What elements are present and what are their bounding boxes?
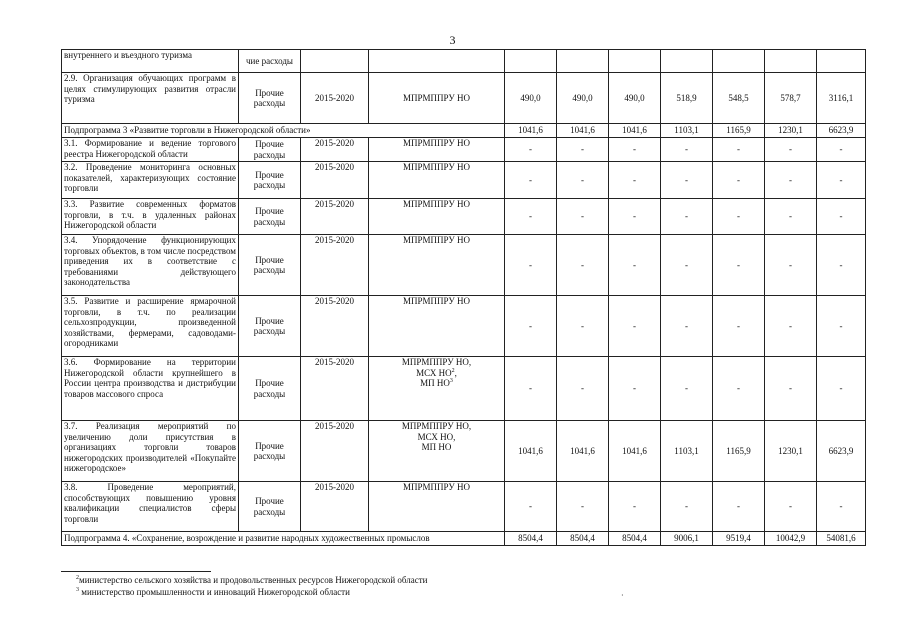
value-cell: - xyxy=(713,357,765,421)
footnote-separator xyxy=(61,571,211,572)
activity-description: 3.4. Упорядочение функционирующих торговых объектов, в том числе посредством приведения их в соответствие с требованиями действующего законодательства xyxy=(62,235,239,296)
footnote-ref: 3 xyxy=(449,378,453,384)
table-row xyxy=(62,296,866,357)
executor-line xyxy=(371,378,502,389)
funding-source: чие расходы xyxy=(239,50,301,73)
table-row xyxy=(62,482,866,532)
table-row xyxy=(62,50,866,73)
value-cell: - xyxy=(765,199,817,235)
value-cell: 490,0 xyxy=(557,73,609,124)
value-cell: - xyxy=(765,162,817,199)
activity-description: 3.7. Реализация мероприятий по увеличению доли присутствия в организациях торговли товаров нижегородских производителей «Покупайте нижегородское» xyxy=(62,421,239,482)
period: 2015-2020 xyxy=(301,235,369,296)
footnote xyxy=(76,587,350,597)
value-cell: - xyxy=(817,199,866,235)
value-cell: - xyxy=(817,296,866,357)
funding-source: Прочие расходы xyxy=(239,235,301,296)
activity-description: 3.1. Формирование и ведение торгового реестра Нижегородской области xyxy=(62,138,239,162)
value-cell: - xyxy=(713,296,765,357)
funding-source: Прочие расходы xyxy=(239,162,301,199)
table-row xyxy=(62,357,866,421)
executor-line: МСХ $НО^2$, xyxy=(416,367,457,378)
activity-description: 3.6. Формирование на территории Нижегородской области крупнейшего в России центра производства и дистрибуции товаров массового спроса xyxy=(62,357,239,421)
value-cell: 6623,9 xyxy=(817,124,866,138)
table-row xyxy=(62,138,866,162)
table-row xyxy=(62,162,866,199)
value-cell: - xyxy=(505,138,557,162)
footnote-text: министерство промышленности и инноваций Нижегородской области xyxy=(81,587,350,597)
activity-description: 3.2. Проведение мониторинга основных показателей, характеризующих состояние торговли xyxy=(62,162,239,199)
value-cell: - xyxy=(817,357,866,421)
subprogram-row xyxy=(62,532,866,546)
executor xyxy=(369,357,505,421)
value-cell: - xyxy=(557,296,609,357)
value-cell: 1041,6 xyxy=(505,421,557,482)
executor-line: МПРМППРУ НО, xyxy=(401,421,472,431)
value-cell: - xyxy=(765,235,817,296)
value-cell: - xyxy=(505,199,557,235)
value-cell: - xyxy=(661,199,713,235)
value-cell: 1041,6 xyxy=(557,124,609,138)
value-cell: - xyxy=(817,162,866,199)
funding-source: Прочие расходы xyxy=(239,73,301,124)
executor-line: МП НО xyxy=(421,442,452,452)
footnote-ref: 2 xyxy=(451,367,455,374)
value-cell: - xyxy=(609,357,661,421)
value-cell: 1041,6 xyxy=(609,421,661,482)
value-cell: 9519,4 xyxy=(713,532,765,546)
value-cell: 518,9 xyxy=(661,73,713,124)
value-cell: - xyxy=(505,482,557,532)
executor: МПРМППРУ НО xyxy=(369,482,505,532)
stray-mark: · xyxy=(621,591,624,600)
value-cell: - xyxy=(505,162,557,199)
value-cell: 1041,6 xyxy=(609,124,661,138)
executor: МПРМППРУ НО xyxy=(369,73,505,124)
table-row xyxy=(62,73,866,124)
footnote-text: министерство сельского хозяйства и продовольственных ресурсов Нижегородской области xyxy=(79,575,428,585)
page-number: 3 xyxy=(449,33,456,47)
value-cell: - xyxy=(713,199,765,235)
funding-source: Прочие расходы xyxy=(239,421,301,482)
value-cell: 54081,6 xyxy=(817,532,866,546)
table-row xyxy=(62,235,866,296)
executor: МПРМППРУ НО xyxy=(369,296,505,357)
period: 2015-2020 xyxy=(301,357,369,421)
executor: МПРМППРУ НО xyxy=(369,199,505,235)
funding-source: Прочие расходы xyxy=(239,296,301,357)
value-cell: - xyxy=(557,357,609,421)
value-cell: - xyxy=(713,138,765,162)
activity-description: 2.9. Организация обучающих программ в целях стимулирующих развития отрасли туризма xyxy=(62,73,239,124)
value-cell: 490,0 xyxy=(609,73,661,124)
executor xyxy=(369,421,505,482)
value-cell: - xyxy=(557,199,609,235)
value-cell: 9006,1 xyxy=(661,532,713,546)
value-cell: 578,7 xyxy=(765,73,817,124)
value-cell: - xyxy=(557,138,609,162)
value-cell: - xyxy=(765,138,817,162)
value-cell: - xyxy=(661,138,713,162)
value-cell: 1103,1 xyxy=(661,421,713,482)
period: 2015-2020 xyxy=(301,421,369,482)
funding-source: Прочие расходы xyxy=(239,482,301,532)
value-cell: - xyxy=(713,482,765,532)
footnote-mark: 3 xyxy=(76,587,79,593)
value-cell: 8504,4 xyxy=(609,532,661,546)
subprogram-title: Подпрограмма 4. «Сохранение, возрождение и развитие народных художественных промыслов xyxy=(62,532,505,546)
executor: МПРМППРУ НО xyxy=(369,162,505,199)
value-cell: - xyxy=(661,162,713,199)
funding-source: Прочие расходы xyxy=(239,199,301,235)
period: 2015-2020 xyxy=(301,199,369,235)
value-cell: - xyxy=(817,138,866,162)
budget-table xyxy=(61,49,866,546)
value-cell: 1041,6 xyxy=(505,124,557,138)
executor: МПРМППРУ НО xyxy=(369,138,505,162)
value-cell: 1230,1 xyxy=(765,124,817,138)
value-cell: - xyxy=(817,482,866,532)
executor-line: МПРМППРУ НО, xyxy=(401,357,472,367)
value-cell: 6623,9 xyxy=(817,421,866,482)
table-row xyxy=(62,421,866,482)
value-cell: - xyxy=(609,235,661,296)
activity-description: внутреннего и въездного туризма xyxy=(62,50,239,73)
funding-source: Прочие расходы xyxy=(239,357,301,421)
activity-description: 3.8. Проведение мероприятий, способствующих повышению уровня квалификации специалистов сферы торговли xyxy=(62,482,239,532)
value-cell: - xyxy=(557,235,609,296)
period: 2015-2020 xyxy=(301,482,369,532)
activity-description: 3.3. Развитие современных форматов торговли, в т.ч. в удаленных районах Нижегородской области xyxy=(62,199,239,235)
period: 2015-2020 xyxy=(301,73,369,124)
value-cell: - xyxy=(817,235,866,296)
value-cell: 1165,9 xyxy=(713,124,765,138)
value-cell: - xyxy=(505,357,557,421)
value-cell: - xyxy=(713,162,765,199)
value-cell: 1103,1 xyxy=(661,124,713,138)
footnote xyxy=(76,575,428,585)
value-cell: 490,0 xyxy=(505,73,557,124)
value-cell: - xyxy=(765,357,817,421)
value-cell: - xyxy=(765,482,817,532)
footnote-mark: 2 xyxy=(76,575,79,581)
value-cell: - xyxy=(609,138,661,162)
period: 2015-2020 xyxy=(301,162,369,199)
value-cell: - xyxy=(661,482,713,532)
value-cell: 548,5 xyxy=(713,73,765,124)
executor-line-text: МП НО xyxy=(420,378,450,388)
value-cell: 1230,1 xyxy=(765,421,817,482)
value-cell: - xyxy=(661,235,713,296)
value-cell: - xyxy=(661,357,713,421)
value-cell: 10042,9 xyxy=(765,532,817,546)
value-cell: 8504,4 xyxy=(505,532,557,546)
subprogram-row xyxy=(62,124,866,138)
executor: МПРМППРУ НО xyxy=(369,235,505,296)
value-cell: - xyxy=(609,482,661,532)
activity-description: 3.5. Развитие и расширение ярмарочной торговли, в т.ч. по реализации сельхозпродукции, произведенной хозяйствами, фермерами, садоводами-огородниками xyxy=(62,296,239,357)
value-cell: - xyxy=(661,296,713,357)
value-cell: - xyxy=(609,162,661,199)
value-cell: - xyxy=(609,296,661,357)
value-cell: - xyxy=(557,162,609,199)
value-cell: - xyxy=(557,482,609,532)
value-cell: - xyxy=(505,235,557,296)
funding-source: Прочие расходы xyxy=(239,138,301,162)
value-cell: - xyxy=(713,235,765,296)
executor-line-text: МСХ НО xyxy=(416,367,452,378)
value-cell: 8504,4 xyxy=(557,532,609,546)
period: 2015-2020 xyxy=(301,138,369,162)
value-cell: - xyxy=(609,199,661,235)
table-row xyxy=(62,199,866,235)
period: 2015-2020 xyxy=(301,296,369,357)
value-cell: 3116,1 xyxy=(817,73,866,124)
executor-line: МСХ НО, xyxy=(417,431,456,442)
value-cell: - xyxy=(765,296,817,357)
subprogram-title: Подпрограмма 3 «Развитие торговли в Нижегородской области» xyxy=(62,124,505,138)
value-cell: 1041,6 xyxy=(557,421,609,482)
value-cell: - xyxy=(505,296,557,357)
value-cell: 1165,9 xyxy=(713,421,765,482)
